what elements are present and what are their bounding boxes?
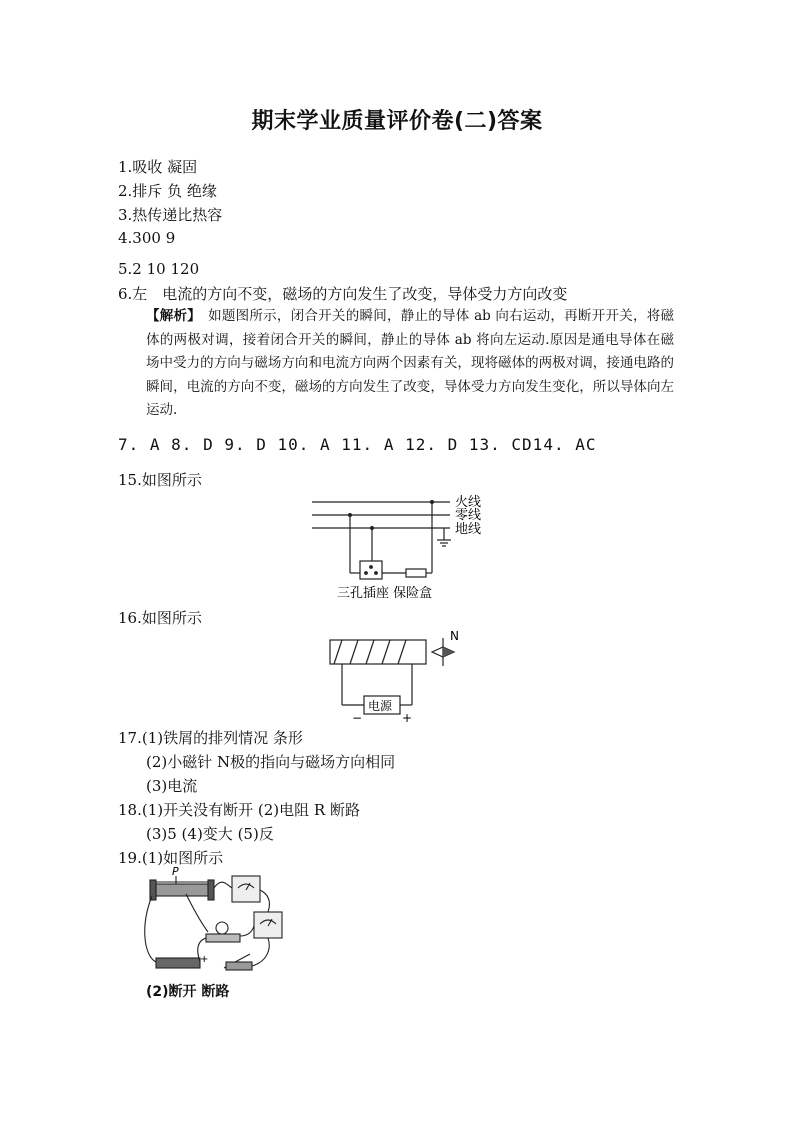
answer-17-2: (2)小磁针 N极的指向与磁场方向相同	[146, 753, 396, 771]
bulb	[216, 922, 228, 934]
answer-15: 15.如图所示	[118, 471, 202, 489]
answer-6: 6.左 电流的方向不变，磁场的方向发生了改变，导体受力方向改变	[118, 285, 568, 303]
slider-p-label: P	[172, 866, 179, 878]
battery	[156, 958, 200, 968]
neutral-label: 零线	[455, 508, 482, 523]
north-label: N	[450, 629, 459, 643]
answer-2: 2.排斥 负 绝缘	[118, 182, 217, 200]
answer-19-1: 19.(1)如图所示	[118, 849, 224, 867]
rheostat	[156, 884, 208, 896]
answer-18-2: (3)5 (4)变大 (5)反	[146, 825, 274, 843]
answer-1: 1.吸收 凝固	[118, 158, 198, 176]
answer-17-3: (3)电流	[146, 777, 198, 795]
three-hole-socket	[360, 561, 382, 579]
plus-label: +	[402, 711, 413, 724]
figure-19-physical-circuit	[142, 866, 292, 974]
answer-17-1: 17.(1)铁屑的排列情况 条形	[118, 729, 303, 747]
iron-core	[330, 640, 426, 664]
analysis-text: 如题图所示，闭合开关的瞬间，静止的导体 ab 向右运动，再断开开关，将磁体的两极对调，接着闭合开关的瞬间，静止的导体 ab 将向左运动.原因是通电导体在磁场中受力的方向与磁场方向和电流方向两个因素有关，现将磁体的两极对调，接通电路的瞬间，电流的方向不变，磁场的方向发生了改变，导体受力方向发生变化，所以导体向左运动.	[146, 308, 675, 418]
switch	[226, 962, 252, 970]
answer-18-1: 18.(1)开关没有断开 (2)电阻 R 断路	[118, 801, 360, 819]
answer-3: 3.热传递比热容	[118, 206, 223, 224]
figure-16-electromagnet	[320, 626, 470, 724]
answer-6-analysis	[146, 305, 674, 423]
source-label: 电源	[368, 699, 393, 713]
answer-5: 5.2 10 120	[118, 260, 200, 278]
figure-15-caption: 三孔插座 保险盒	[337, 586, 433, 601]
answer-19-2: (2)断开 断路	[146, 984, 230, 1000]
minus-label: −	[352, 711, 363, 724]
battery-plus-label: +	[200, 954, 209, 965]
analysis-tag: 【解析】	[146, 308, 195, 324]
answer-4: 4.300 9	[118, 229, 176, 247]
bulb-base	[206, 934, 240, 942]
page-title: 期末学业质量评价卷(二)答案	[251, 109, 543, 134]
answer-16: 16.如图所示	[118, 609, 202, 627]
fuse-box	[406, 569, 426, 577]
answers-7-14: 7. A 8. D 9. D 10. A 11. A 12. D 13. CD14. AC	[118, 435, 597, 454]
ground-label: 地线	[455, 522, 482, 537]
figure-15-circuit	[300, 488, 500, 602]
live-label: 火线	[455, 495, 482, 510]
